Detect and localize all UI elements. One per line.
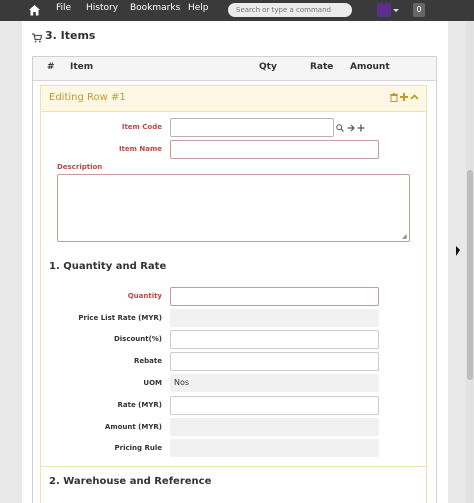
- section-title-items: 3. Items: [45, 29, 96, 42]
- pricing-rule-label: Pricing Rule: [114, 444, 162, 452]
- quantity-input[interactable]: [170, 287, 379, 306]
- item-code-label: Item Code: [121, 123, 162, 131]
- section-divider: [41, 466, 426, 467]
- search-icon[interactable]: [336, 124, 344, 132]
- home-icon[interactable]: [28, 4, 41, 17]
- discount-label: Discount(%): [113, 335, 162, 343]
- search-input[interactable]: [228, 3, 352, 17]
- uom-label: UOM: [143, 379, 162, 387]
- col-header-qty: Qty: [259, 62, 277, 72]
- nav-history[interactable]: History: [86, 3, 119, 13]
- nav-file[interactable]: File: [56, 3, 72, 13]
- item-name-input[interactable]: [170, 140, 379, 159]
- pricing-rule-field: [170, 439, 379, 457]
- section-title-quantity-rate: 1. Quantity and Rate: [49, 261, 167, 272]
- plus-icon[interactable]: [400, 93, 408, 101]
- mouse-cursor-icon: [456, 246, 460, 256]
- quantity-label: Quantity: [127, 292, 162, 300]
- grid-header: [33, 57, 436, 81]
- rebate-input[interactable]: [170, 352, 379, 371]
- section-title-warehouse-reference: 2. Warehouse and Reference: [49, 476, 212, 487]
- rebate-label: Rebate: [134, 357, 162, 365]
- trash-icon[interactable]: [390, 93, 398, 102]
- description-textarea[interactable]: [57, 174, 410, 242]
- uom-field: Nos: [170, 374, 379, 392]
- editing-row-title: Editing Row #1: [49, 92, 126, 103]
- price-list-rate-label: Price List Rate (MYR): [78, 314, 162, 322]
- col-header-amount: Amount: [350, 62, 390, 72]
- avatar[interactable]: [377, 3, 391, 17]
- editing-row-header[interactable]: [41, 86, 426, 111]
- amount-label: Amount (MYR): [104, 423, 162, 431]
- discount-input[interactable]: [170, 330, 379, 349]
- col-header-index: #: [47, 62, 55, 72]
- col-header-item: Item: [70, 62, 94, 72]
- description-label: Description: [57, 163, 103, 171]
- item-name-label: Item Name: [118, 145, 162, 153]
- resize-handle-icon[interactable]: ◢: [402, 233, 407, 240]
- top-navbar: [0, 0, 474, 21]
- scrollbar-thumb[interactable]: [467, 170, 473, 380]
- add-icon[interactable]: [357, 124, 365, 132]
- chevron-up-icon[interactable]: [410, 94, 419, 100]
- price-list-rate-field: [170, 309, 379, 327]
- nav-help[interactable]: Help: [188, 3, 209, 13]
- chevron-down-icon[interactable]: [393, 9, 399, 12]
- nav-bookmarks[interactable]: Bookmarks: [130, 3, 181, 13]
- amount-field: [170, 418, 379, 436]
- cart-icon: [32, 33, 42, 43]
- col-header-rate: Rate: [310, 62, 334, 72]
- rate-label: Rate (MYR): [117, 401, 162, 409]
- notification-badge[interactable]: 0: [413, 3, 425, 17]
- item-code-input[interactable]: [170, 118, 334, 137]
- arrow-right-icon[interactable]: [347, 124, 355, 132]
- rate-input[interactable]: [170, 396, 379, 415]
